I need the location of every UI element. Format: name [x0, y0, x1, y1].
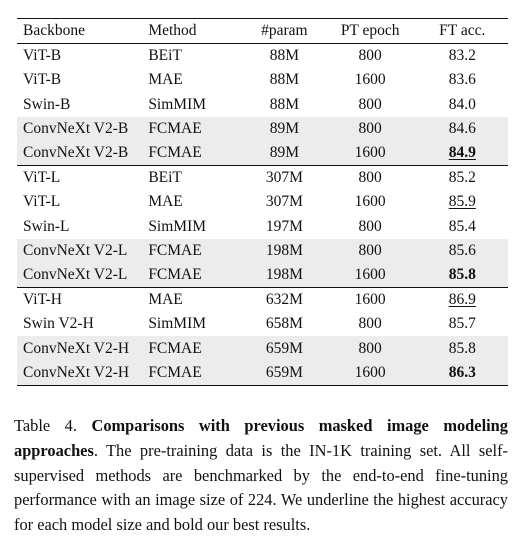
table-row: [17, 215, 508, 239]
cell-method: FCMAE: [148, 339, 202, 357]
cell-method: FCMAE: [148, 144, 202, 162]
comparison-table-container: [17, 18, 508, 386]
cell-ft-acc: 85.9: [448, 193, 476, 211]
cell-ft-acc: 84.9: [448, 144, 476, 162]
cell-backbone: ViT-B: [23, 47, 62, 65]
cell-ft-acc: 85.8: [448, 339, 476, 357]
cell-method: MAE: [148, 291, 183, 309]
cell-backbone: ConvNeXt V2-H: [23, 363, 130, 381]
cell-ft-acc: 85.4: [448, 217, 476, 235]
cell-ft-acc: 85.2: [448, 169, 476, 187]
cell-ft-acc: 84.6: [448, 119, 476, 137]
caption-label: Table 4.: [14, 416, 77, 436]
table-row: [17, 288, 508, 313]
cell-backbone: ConvNeXt V2-H: [23, 339, 130, 357]
cell-method: FCMAE: [148, 265, 202, 283]
cell-method: FCMAE: [148, 119, 202, 137]
table-header: [17, 19, 508, 44]
cell-method: BEiT: [148, 47, 182, 65]
cell-backbone: Swin V2-H: [23, 315, 94, 333]
cell-param: 89M: [269, 144, 299, 162]
cell-ft-acc: 86.3: [448, 363, 476, 381]
cell-param: 88M: [269, 95, 299, 113]
cell-method: SimMIM: [148, 95, 207, 113]
caption-title: Comparisons with previous masked image modeling approaches: [14, 416, 508, 460]
cell-pt-epoch: 1600: [354, 291, 386, 309]
cell-ft-acc: 84.0: [448, 95, 476, 113]
cell-method: BEiT: [148, 169, 182, 187]
cell-pt-epoch: 1600: [354, 363, 386, 381]
cell-pt-epoch: 1600: [354, 144, 386, 162]
caption-body: . The pre-training data is the IN-1K training set. All self-supervised methods are benchmarked by the end-to-end fine-tuning performance with an image size of 224. We underline the highest accuracy for each model size and bold our best results.: [14, 440, 508, 534]
table-group: [17, 288, 508, 386]
cell-backbone: ViT-B: [23, 71, 62, 89]
cell-param: 198M: [265, 241, 303, 259]
header-row: [17, 19, 508, 44]
cell-backbone: ViT-L: [23, 169, 61, 187]
table-row: [17, 117, 508, 141]
cell-param: 88M: [269, 71, 299, 89]
table-row: [17, 312, 508, 336]
cell-pt-epoch: 1600: [354, 265, 386, 283]
cell-backbone: ConvNeXt V2-B: [23, 144, 129, 162]
cell-pt-epoch: 800: [358, 119, 382, 137]
cell-ft-acc: 85.8: [448, 265, 476, 283]
cell-method: MAE: [148, 71, 183, 89]
cell-ft-acc: 85.7: [448, 315, 476, 333]
cell-method: SimMIM: [148, 315, 207, 333]
table-row: [17, 190, 508, 214]
cell-pt-epoch: 800: [358, 339, 382, 357]
cell-method: SimMIM: [148, 217, 207, 235]
table-group: [17, 44, 508, 166]
comparison-table: [17, 18, 508, 386]
cell-backbone: ConvNeXt V2-L: [23, 265, 128, 283]
cell-pt-epoch: 800: [358, 315, 382, 333]
header-pt-epoch: PT epoch: [340, 22, 400, 40]
table-row: [17, 336, 508, 360]
cell-param: 659M: [265, 339, 303, 357]
cell-backbone: Swin-L: [23, 217, 70, 235]
cell-param: 198M: [265, 265, 303, 283]
table-row: [17, 68, 508, 92]
cell-param: 197M: [265, 217, 303, 235]
header-method: Method: [148, 22, 197, 40]
cell-backbone: ConvNeXt V2-B: [23, 119, 129, 137]
cell-param: 632M: [265, 291, 303, 309]
header-param: #param: [261, 22, 308, 40]
cell-backbone: ViT-L: [23, 193, 61, 211]
cell-pt-epoch: 800: [358, 169, 382, 187]
cell-method: MAE: [148, 193, 183, 211]
cell-backbone: ConvNeXt V2-L: [23, 241, 128, 259]
cell-param: 659M: [265, 363, 303, 381]
cell-backbone: ViT-H: [23, 291, 62, 309]
table-row: [17, 361, 508, 386]
table-row: [17, 166, 508, 191]
table-caption: [14, 414, 508, 537]
cell-param: 307M: [265, 193, 303, 211]
cell-pt-epoch: 1600: [354, 193, 386, 211]
cell-pt-epoch: 800: [358, 217, 382, 235]
table-row: [17, 93, 508, 117]
table-row: [17, 44, 508, 69]
header-backbone: Backbone: [23, 22, 85, 40]
table-row: [17, 239, 508, 263]
table-row: [17, 141, 508, 166]
cell-param: 89M: [269, 119, 299, 137]
cell-backbone: Swin-B: [23, 95, 71, 113]
cell-param: 658M: [265, 315, 303, 333]
cell-ft-acc: 83.6: [448, 71, 476, 89]
cell-ft-acc: 83.2: [448, 47, 476, 65]
header-ft-acc: FT acc.: [439, 22, 486, 40]
cell-param: 88M: [269, 47, 299, 65]
cell-ft-acc: 86.9: [448, 291, 476, 309]
cell-pt-epoch: 800: [358, 95, 382, 113]
cell-pt-epoch: 800: [358, 241, 382, 259]
cell-pt-epoch: 1600: [354, 71, 386, 89]
cell-ft-acc: 85.6: [448, 241, 476, 259]
cell-method: FCMAE: [148, 241, 202, 259]
cell-pt-epoch: 800: [358, 47, 382, 65]
table-group: [17, 166, 508, 288]
cell-param: 307M: [265, 169, 303, 187]
cell-method: FCMAE: [148, 363, 202, 381]
table-row: [17, 263, 508, 288]
